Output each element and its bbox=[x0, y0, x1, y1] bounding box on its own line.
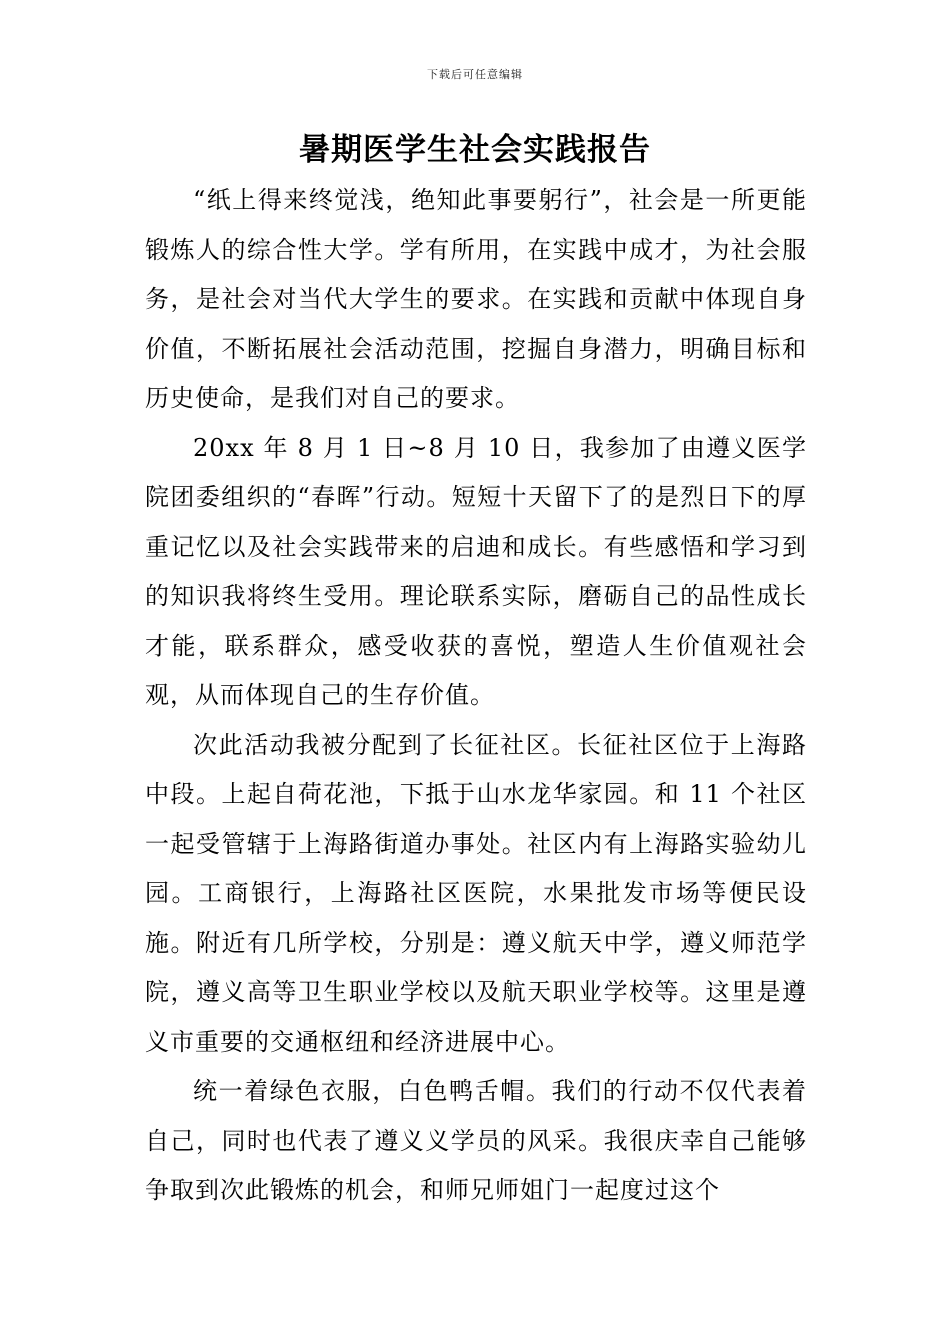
page-title: 暑期医学生社会实践报告 bbox=[299, 132, 651, 168]
paragraph: 统一着绿色衣服，白色鸭舌帽。我们的行动不仅代表着自己，同时也代表了遵义义学员的风采。我很庆幸自己能够争取到次此锻炼的机会，和师兄师姐门一起度过这个 bbox=[145, 1077, 807, 1204]
paragraph: 次此活动我被分配到了长征社区。长征社区位于上海路中段。上起自荷花池，下抵于山水龙华家园。和 11 个社区一起受管辖于上海路街道办事处。社区内有上海路实验幼儿园。工商银行，上海路社区医院，水果批发市场等便民设施。附近有几所学校，分别是：遵义航天中学，遵义师范学院，遵义高等卫生职业学校以及航天职业学校等。这里是遵义市重要的交通枢纽和经济进展中心。 bbox=[145, 730, 807, 1056]
header-note: 下载后可任意编辑 bbox=[427, 68, 523, 81]
paragraph: 20xx 年 8 月 1 日~8 月 10 日，我参加了由遵义医学院团委组织的“春晖”行动。短短十天留下了的是烈日下的厚重记忆以及社会实践带来的启迪和成长。有些感悟和学习到的知识我将终生受用。理论联系实际，磨砺自己的品性成长才能，联系群众，感受收获的喜悦，塑造人生价值观社会观，从而体现自己的生存价值。 bbox=[145, 433, 807, 709]
paragraph: “纸上得来终觉浅，绝知此事要躬行”，社会是一所更能锻炼人的综合性大学。学有所用，在实践中成才，为社会服务，是社会对当代大学生的要求。在实践和贡献中体现自身价值，不断拓展社会活动范围，挖掘自身潜力，明确目标和历史使命，是我们对自己的要求。 bbox=[145, 186, 807, 412]
document-body bbox=[145, 176, 807, 1216]
